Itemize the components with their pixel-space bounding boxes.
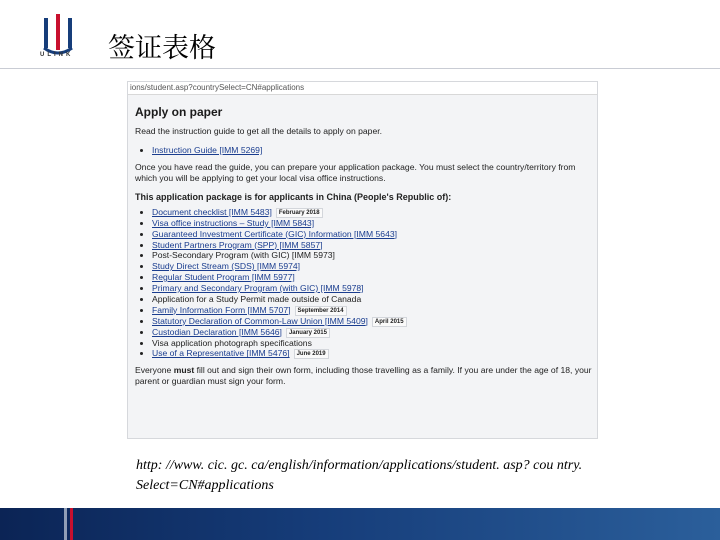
package-list-item[interactable] [152,218,593,229]
after-guide-text: Once you have read the guide, you can prepare your application package. You must select the country/territory from which you will be applying to get your local visa office instructions. [135,161,576,183]
package-item-link[interactable]: Custodian Declaration [IMM 5646] [152,326,282,337]
package-item-link[interactable]: Document checklist [IMM 5483] [152,206,272,217]
package-item-text: Post-Secondary Program (with GIC) [IMM 5973] [152,250,335,261]
package-list-item[interactable] [152,327,593,338]
package-heading: This application package is for applicants in China (People's Republic of): [135,191,452,202]
package-list-item [152,294,593,305]
logo-wordmark: ULINK [40,52,74,58]
guide-link[interactable]: Instruction Guide [IMM 5269] [152,145,263,155]
date-badge: February 2018 [276,208,323,218]
package-item-link[interactable]: Primary and Secondary Program (with GIC) [IMM 5978] [152,282,364,293]
date-badge: January 2015 [286,328,330,338]
header-divider [0,68,720,69]
package-list [135,207,593,360]
browser-url-bar: ions/student.asp?countrySelect=CN#applications [128,82,598,95]
package-list-item[interactable] [152,229,593,240]
package-list-item[interactable] [152,283,593,294]
package-list-item[interactable] [152,272,593,283]
slide-title: 签证表格 [108,33,216,64]
package-item-text: Application for a Study Permit made outside of Canada [152,293,362,304]
package-item-link[interactable]: Family Information Form [IMM 5707] [152,304,291,315]
package-item-link[interactable]: Guaranteed Investment Certificate (GIC) Information [IMM 5643] [152,228,398,239]
package-list-item[interactable] [152,305,593,316]
package-item-link[interactable]: Regular Student Program [IMM 5977] [152,272,295,283]
package-item-text: Visa application photograph specifications [152,337,312,348]
footer-band [0,508,720,540]
intro-text: Read the instruction guide to get all the details to apply on paper. [135,126,382,136]
package-item-link[interactable]: Visa office instructions – Study [IMM 5843] [152,217,315,228]
footer-stripe-white [64,508,67,540]
footer-emphasis: must [173,365,195,376]
source-url-caption: http: //www. cic. gc. ca/english/information/applications/student. asp? cou ntry. Select=CN#applications [136,458,583,493]
page-heading: Apply on paper [135,105,223,119]
page-content [135,105,593,387]
package-item-link[interactable]: Study Direct Stream (SDS) [IMM 5974] [152,261,301,272]
footer-text: Everyone must fill out and sign their own form, including those travelling as a family. If you are under the age of 18, your parent or guardian must sign your form. [135,365,592,387]
package-list-item[interactable] [152,240,593,251]
package-list-item[interactable] [152,261,593,272]
package-list-item[interactable] [152,207,593,218]
guide-item[interactable] [152,145,593,156]
package-list-item[interactable] [152,316,593,327]
package-item-link[interactable]: Student Partners Program (SPP) [IMM 5857] [152,239,323,250]
package-list-item[interactable] [152,348,593,359]
date-badge: April 2015 [372,317,407,327]
date-badge: June 2019 [294,349,329,359]
package-list-item [152,338,593,349]
date-badge: September 2014 [295,306,347,316]
package-list-item [152,250,593,261]
package-item-link[interactable]: Statutory Declaration of Common-Law Union [IMM 5409] [152,315,368,326]
package-item-link[interactable]: Use of a Representative [IMM 5476] [152,348,290,359]
footer-stripe-red [70,508,73,540]
guide-list [135,145,593,156]
webpage-screenshot [127,81,598,439]
